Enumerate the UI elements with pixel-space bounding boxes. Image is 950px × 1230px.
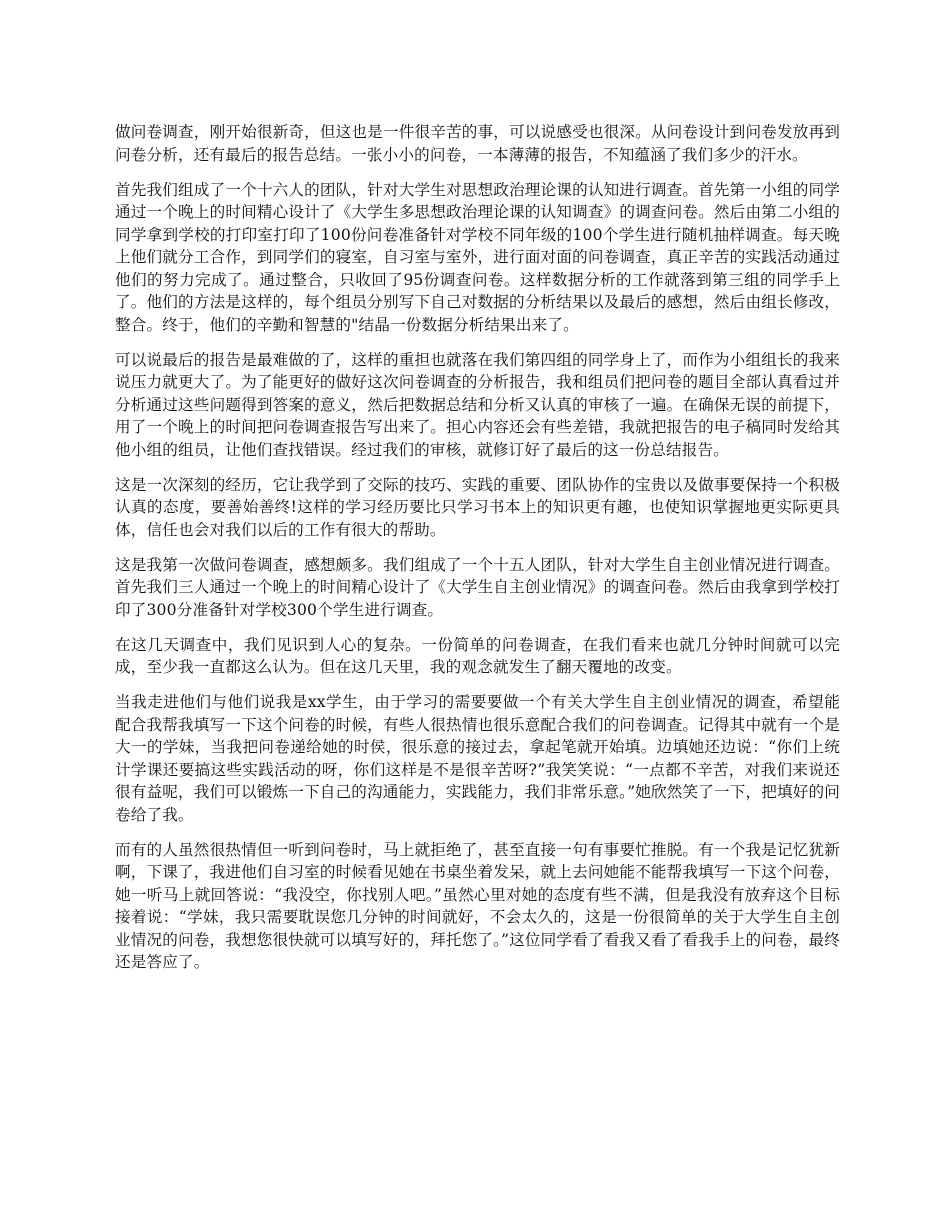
paragraph: 做问卷调查，刚开始很新奇，但这也是一件很辛苦的事，可以说感受也很深。从问卷设计到问卷发放再到问卷分析，还有最后的报告总结。一张小小的问卷，一本薄薄的报告，不知蕴涵了我们多少的汗水。	[115, 123, 840, 164]
paragraph: 这是我第一次做问卷调查，感想颇多。我们组成了一个十五人团队，针对大学生自主创业情况进行调查。首先我们三人通过一个晚上的时间精心设计了《大学生自主创业情况》的调查问卷。然后由我拿到学校打印了300分准备针对学校300个学生进行调查。	[115, 555, 840, 619]
paragraph: 在这几天调查中，我们见识到人心的复杂。一份简单的问卷调查，在我们看来也就几分钟时间就可以完成，至少我一直都这么认为。但在这几天里，我的观念就发生了翻天覆地的改变。	[115, 635, 840, 676]
paragraph: 这是一次深刻的经历，它让我学到了交际的技巧、实践的重要、团队协作的宝贵以及做事要保持一个积极认真的态度，要善始善终!这样的学习经历要比只学习书本上的知识更有趣，也使知识掌握地更实际更具体，信任也会对我们以后的工作有很大的帮助。	[115, 475, 840, 539]
paragraph: 可以说最后的报告是最难做的了，这样的重担也就落在我们第四组的同学身上了，而作为小组组长的我来说压力就更大了。为了能更好的做好这次问卷调查的分析报告，我和组员们把问卷的题目全部认真看过并分析通过这些问题得到答案的意义，然后把数据总结和分析又认真的审核了一遍。在确保无误的前提下，用了一个晚上的时间把问卷调查报告写出来了。担心内容还会有些差错，我就把报告的电子稿同时发给其他小组的组员，让他们查找错误。经过我们的审核，就修订好了最后的这一份总结报告。	[115, 350, 840, 459]
document-body	[115, 121, 840, 986]
paragraph: 首先我们组成了一个十六人的团队，针对大学生对思想政治理论课的认知进行调查。首先第一小组的同学通过一个晚上的时间精心设计了《大学生多思想政治理论课的认知调查》的调查问卷。然后由第二小组的同学拿到学校的打印室打印了100份问卷准备针对学校不同年级的100个学生进行随机抽样调查。每天晚上他们就分工合作，到同学们的寝室，自习室与室外，进行面对面的问卷调查，真正辛苦的实践活动通过他们的努力完成了。通过整合，只收回了95份调查问卷。这样数据分析的工作就落到第三组的同学手上了。他们的方法是这样的，每个组员分别写下自己对数据的分析结果以及最后的感想，然后由组长修改，整合。终于，他们的辛勤和智慧的"结晶一份数据分析结果出来了。	[115, 180, 840, 334]
paragraph: 而有的人虽然很热情但一听到问卷时，马上就拒绝了，甚至直接一句有事要忙推脱。有一个我是记忆犹新啊，下课了，我进他们自习室的时候看见她在书桌坐着发呆，就上去问她能不能帮我填写一下这个问卷，她一听马上就回答说：“我没空，你找别人吧。”虽然心里对她的态度有些不满，但是我没有放弃这个目标接着说：“学妹，我只需要耽误您几分钟的时间就好，不会太久的，这是一份很简单的关于大学生自主创业情况的问卷，我想您很快就可以填写好的，拜托您了。”这位同学看了看我又看了看我手上的问卷，最终还是答应了。	[115, 840, 840, 971]
paragraph: 当我走进他们与他们说我是xx学生，由于学习的需要要做一个有关大学生自主创业情况的调查，希望能配合我帮我填写一下这个问卷的时候，有些人很热情也很乐意配合我们的问卷调查。记得其中就有一个是大一的学妹，当我把问卷递给她的时侯，很乐意的接过去，拿起笔就开始填。边填她还边说：“你们上统计学课还要搞这些实践活动的呀，你们这样是不是很辛苦呀?”我笑笑说：“一点都不辛苦，对我们来说还很有益呢，我们可以锻炼一下自己的沟通能力，实践能力，我们非常乐意。”她欣然笑了一下，把填好的问卷给了我。	[115, 693, 840, 824]
